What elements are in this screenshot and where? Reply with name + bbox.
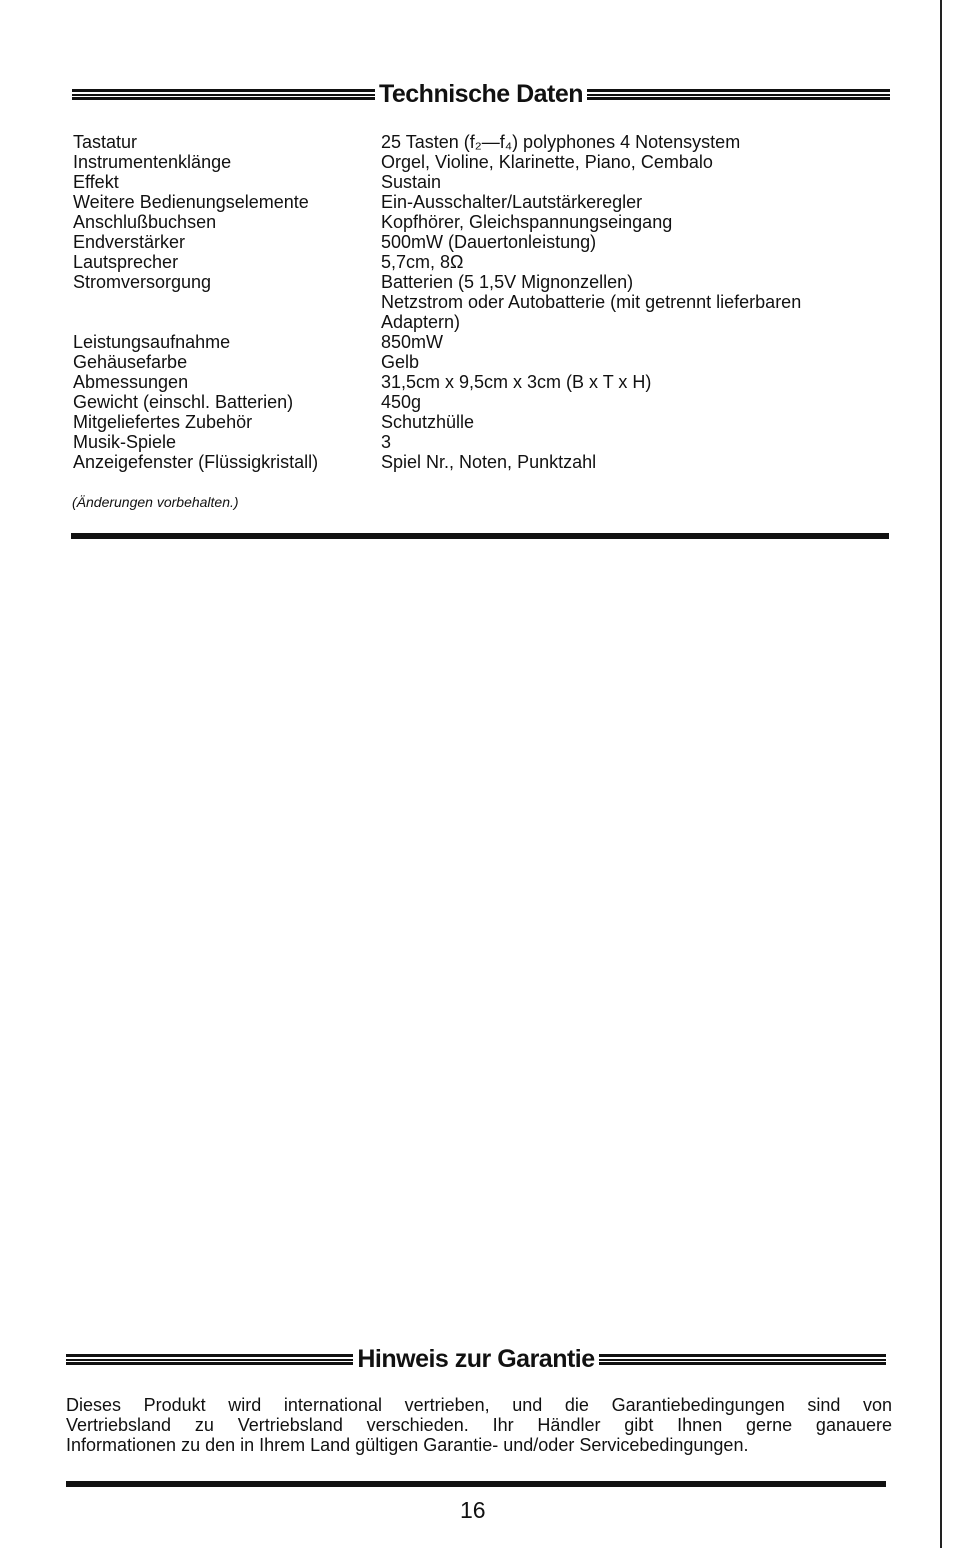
spec-label: Leistungsaufnahme <box>73 332 231 352</box>
spec-value <box>381 412 903 432</box>
spec-row <box>73 432 903 452</box>
spec-value-line: Schutzhülle <box>381 412 475 432</box>
spec-value-line: Sustain <box>381 172 442 192</box>
spec-value-line: Ein-Ausschalter/Lautstärkeregler <box>381 192 643 212</box>
spec-table <box>73 132 903 472</box>
section-divider <box>66 1481 886 1487</box>
heading-rule-right <box>599 1354 886 1365</box>
spec-value-line: Kopfhörer, Gleichspannungseingang <box>381 212 673 232</box>
spec-row <box>73 452 903 472</box>
spec-row <box>73 192 903 212</box>
spec-label: Stromversorgung <box>73 272 212 292</box>
spec-value <box>381 332 903 352</box>
spec-row <box>73 252 903 272</box>
spec-value <box>381 352 903 372</box>
spec-label: Tastatur <box>73 132 138 152</box>
spec-label: Musik-Spiele <box>73 432 177 452</box>
section-heading-garantie <box>66 1345 886 1374</box>
spec-row <box>73 372 903 392</box>
heading-rule-left <box>66 1354 353 1365</box>
spec-value <box>381 212 903 232</box>
spec-value-line: 850mW <box>381 332 444 352</box>
spec-value-line: 450g <box>381 392 422 412</box>
spec-label: Anzeigefenster (Flüssigkristall) <box>73 452 319 472</box>
spec-value <box>381 252 903 272</box>
spec-label: Gehäusefarbe <box>73 352 188 372</box>
spec-label: Effekt <box>73 172 119 192</box>
spec-row <box>73 412 903 432</box>
spec-value <box>381 172 903 192</box>
spec-value <box>381 132 903 152</box>
spec-row <box>73 212 903 232</box>
spec-value <box>381 232 903 252</box>
section-title: Hinweis zur Garantie <box>357 1345 595 1373</box>
page-edge-line <box>940 0 942 1548</box>
spec-value <box>381 432 903 452</box>
spec-value-line: 3 <box>381 432 392 452</box>
spec-label: Mitgeliefertes Zubehör <box>73 412 253 432</box>
spec-label: Instrumentenklänge <box>73 152 232 172</box>
spec-value-line: Orgel, Violine, Klarinette, Piano, Cembalo <box>381 152 713 172</box>
spec-value-line: Batterien (5 1,5V Mignonzellen) <box>381 272 634 292</box>
spec-value-line: 500mW (Dauertonleistung) <box>381 232 597 252</box>
spec-value-line: Netzstrom oder Autobatterie (mit getrennt lieferbaren <box>381 292 802 312</box>
warranty-paragraph <box>66 1395 892 1455</box>
section-divider <box>71 533 889 539</box>
spec-value-line: Gelb <box>381 352 420 372</box>
section-heading-technische-daten <box>72 80 890 109</box>
spec-value <box>381 272 903 332</box>
spec-value-line: 31,5cm x 9,5cm x 3cm (B x T x H) <box>381 372 652 392</box>
spec-value-line: Adaptern) <box>381 312 461 332</box>
paragraph-line: Informationen zu den in Ihrem Land gültigen Garantie- und/oder Servicebedingungen. <box>66 1435 749 1455</box>
spec-row <box>73 352 903 372</box>
page-number: 16 <box>460 1497 486 1523</box>
spec-label: Weitere Bedienungselemente <box>73 192 309 212</box>
changes-note: (Änderungen vorbehalten.) <box>72 494 239 510</box>
spec-value <box>381 152 903 172</box>
spec-row <box>73 132 903 152</box>
spec-label: Endverstärker <box>73 232 186 252</box>
spec-value-line: Spiel Nr., Noten, Punktzahl <box>381 452 597 472</box>
heading-rule-right <box>587 89 890 100</box>
spec-row <box>73 332 903 352</box>
spec-row <box>73 172 903 192</box>
paragraph-line: Dieses Produkt wird international vertrieben, und die Garantiebedingungen sind von <box>66 1395 892 1415</box>
spec-row <box>73 232 903 252</box>
spec-label: Anschlußbuchsen <box>73 212 217 232</box>
spec-row <box>73 392 903 412</box>
spec-row <box>73 272 903 332</box>
spec-label: Abmessungen <box>73 372 189 392</box>
spec-value <box>381 372 903 392</box>
heading-rule-left <box>72 89 375 100</box>
spec-value <box>381 392 903 412</box>
spec-value <box>381 452 903 472</box>
spec-value-line: 25 Tasten (f₂—f₄) polyphones 4 Notensystem <box>381 132 741 152</box>
paragraph-line: Vertriebsland zu Vertriebsland verschieden. Ihr Händler gibt Ihnen gerne ganauere <box>66 1415 892 1435</box>
spec-label: Lautsprecher <box>73 252 179 272</box>
spec-label: Gewicht (einschl. Batterien) <box>73 392 294 412</box>
spec-row <box>73 152 903 172</box>
section-title: Technische Daten <box>378 80 584 108</box>
spec-value <box>381 192 903 212</box>
spec-value-line: 5,7cm, 8Ω <box>381 252 464 272</box>
